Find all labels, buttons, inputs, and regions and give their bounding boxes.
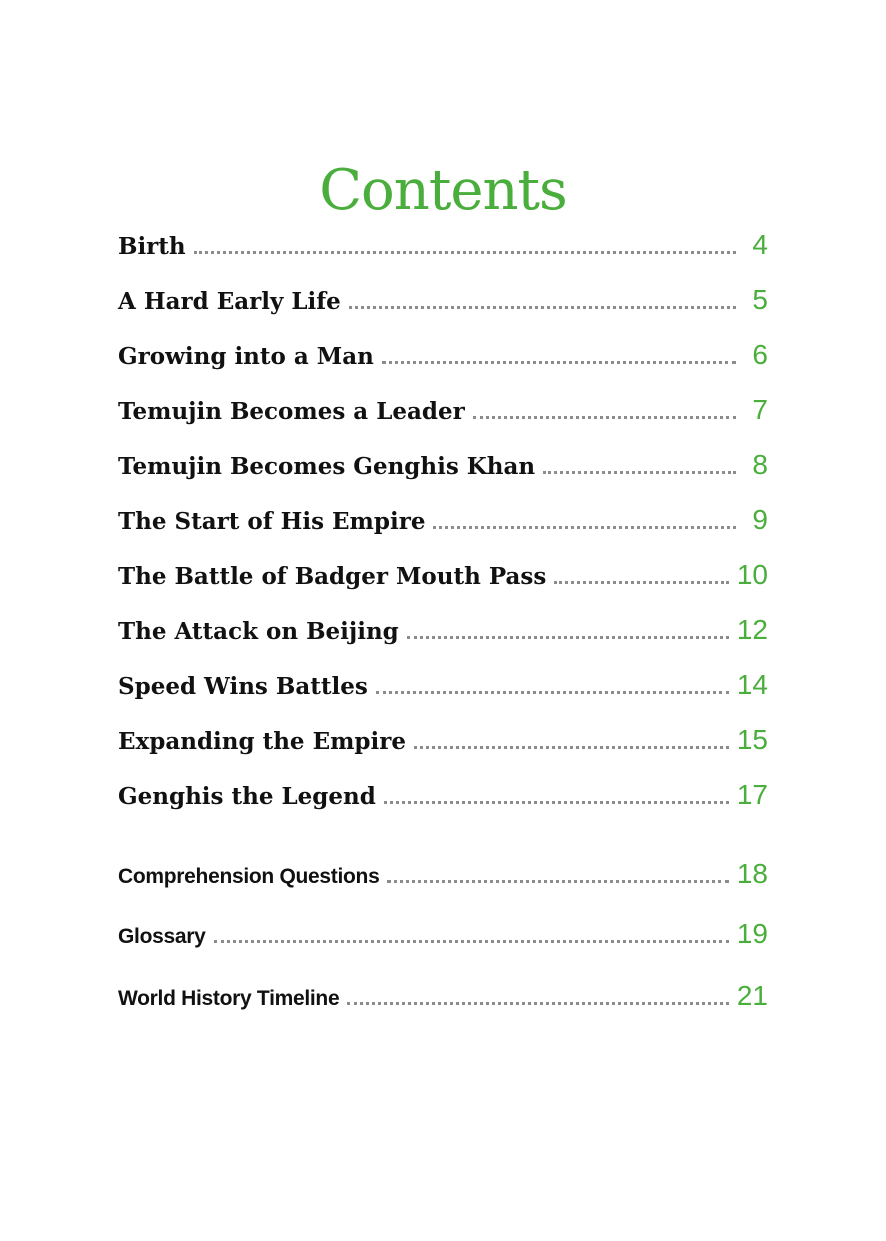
toc-entry[interactable] (118, 559, 768, 599)
toc-entry-page: 6 (752, 339, 768, 370)
toc-entry-title: Glossary (118, 925, 206, 948)
toc-entry-page: 8 (752, 449, 768, 480)
toc-entry-title: The Battle of Badger Mouth Pass (118, 563, 547, 590)
toc-entry-page: 15 (736, 724, 768, 755)
toc-entry-title: Temujin Becomes Genghis Khan (118, 453, 536, 480)
toc-entry-title: Birth (118, 233, 186, 260)
dot-leader (384, 801, 729, 804)
toc-entry-page: 17 (736, 779, 768, 810)
dot-leader (414, 746, 729, 749)
toc-entry[interactable] (118, 858, 768, 898)
toc-entry-page: 4 (752, 229, 768, 260)
dot-leader (349, 306, 736, 309)
toc-entry[interactable] (118, 504, 768, 544)
toc-entry-page: 10 (736, 559, 768, 590)
toc-entry[interactable] (118, 229, 768, 269)
toc-entry-page: 21 (736, 980, 768, 1011)
page-title: Contents (319, 157, 567, 223)
toc-entry-title: A Hard Early Life (118, 288, 341, 315)
toc-entry-title: Expanding the Empire (118, 728, 407, 755)
toc-entry[interactable] (118, 779, 768, 819)
toc-entry[interactable] (118, 724, 768, 764)
toc-entry[interactable] (118, 918, 768, 958)
toc-entry-page: 19 (736, 918, 768, 949)
dot-leader (376, 691, 729, 694)
toc-entry[interactable] (118, 614, 768, 654)
dot-leader (433, 526, 736, 529)
toc-entry-page: 7 (752, 394, 768, 425)
toc-entry-page: 18 (736, 858, 768, 889)
dot-leader (554, 581, 729, 584)
dot-leader (194, 251, 736, 254)
toc-entry[interactable] (118, 339, 768, 379)
toc-entry[interactable] (118, 980, 768, 1020)
toc-entry-page: 9 (752, 504, 768, 535)
toc-entry-title: World History Timeline (118, 987, 340, 1010)
toc-entry-title: Speed Wins Battles (118, 673, 368, 700)
toc-entry-title: Growing into a Man (118, 343, 374, 370)
toc-entry-title: Genghis the Legend (118, 783, 376, 810)
toc-entry[interactable] (118, 284, 768, 324)
toc-entry[interactable] (118, 669, 768, 709)
dot-leader (473, 416, 736, 419)
dot-leader (382, 361, 736, 364)
dot-leader (347, 1002, 729, 1005)
toc-entry-title: The Start of His Empire (118, 508, 426, 535)
toc-entry-page: 12 (736, 614, 768, 645)
toc-entry-title: Temujin Becomes a Leader (118, 398, 465, 425)
toc-entry[interactable] (118, 449, 768, 489)
dot-leader (214, 940, 729, 943)
dot-leader (387, 880, 728, 883)
toc-entry-page: 5 (752, 284, 768, 315)
toc-entry-title: The Attack on Beijing (118, 618, 399, 645)
dot-leader (407, 636, 729, 639)
toc-entry-title: Comprehension Questions (118, 865, 380, 888)
dot-leader (543, 471, 736, 474)
toc-entry-page: 14 (736, 669, 768, 700)
toc-entry[interactable] (118, 394, 768, 434)
